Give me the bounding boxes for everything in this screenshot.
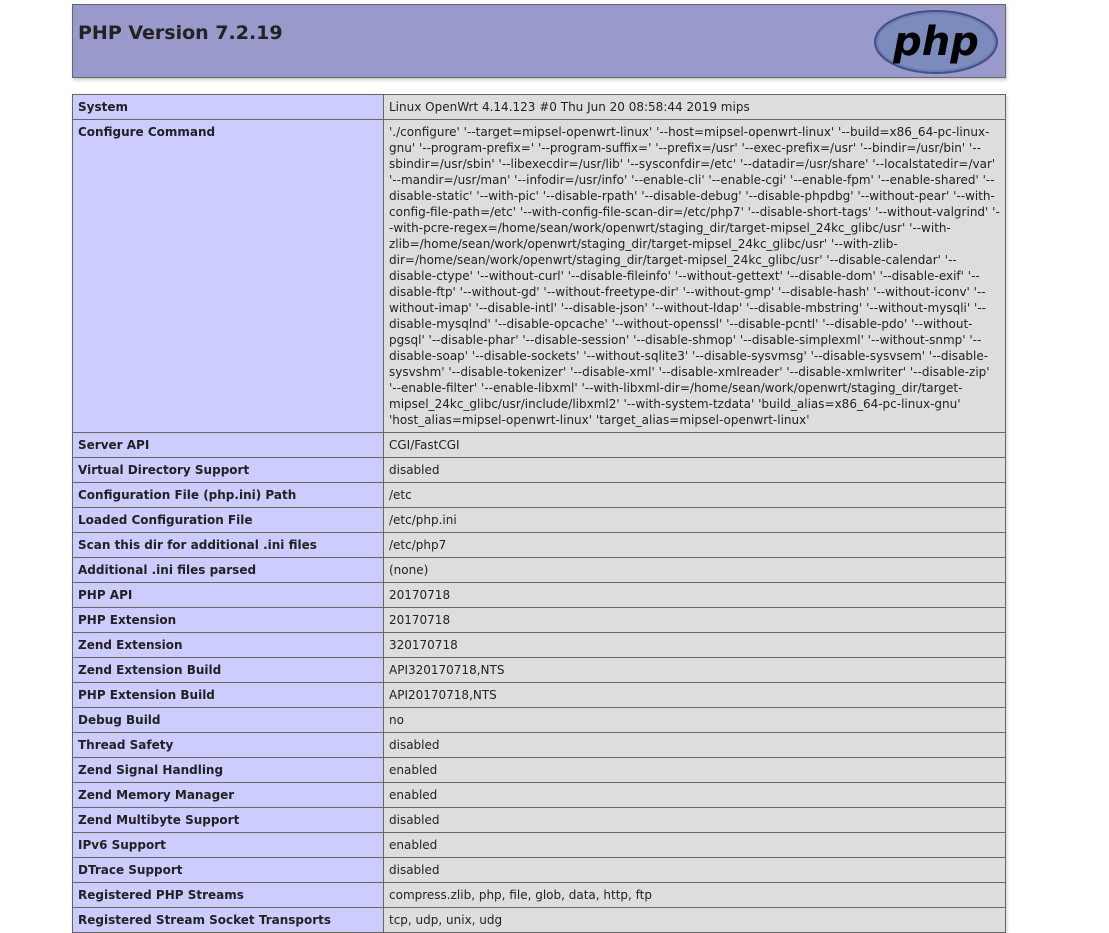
row-value: API320170718,NTS: [384, 658, 1006, 683]
table-row: [73, 783, 1006, 808]
table-row: [73, 908, 1006, 933]
row-value: /etc: [384, 483, 1006, 508]
row-value: disabled: [384, 458, 1006, 483]
row-key: PHP Extension Build: [73, 683, 384, 708]
row-value: 20170718: [384, 583, 1006, 608]
phpinfo-container: [72, 4, 1006, 933]
table-row: [73, 95, 1006, 120]
table-row: [73, 583, 1006, 608]
row-key: Zend Signal Handling: [73, 758, 384, 783]
row-value: Linux OpenWrt 4.14.123 #0 Thu Jun 20 08:58:44 2019 mips: [384, 95, 1006, 120]
row-key: Registered PHP Streams: [73, 883, 384, 908]
row-value: CGI/FastCGI: [384, 433, 1006, 458]
row-key: IPv6 Support: [73, 833, 384, 858]
row-value: /etc/php.ini: [384, 508, 1006, 533]
table-row: [73, 508, 1006, 533]
row-value: API20170718,NTS: [384, 683, 1006, 708]
row-key: PHP API: [73, 583, 384, 608]
table-row: [73, 120, 1006, 433]
table-row: [73, 683, 1006, 708]
php-logo-text: php: [893, 19, 979, 65]
row-key: Configuration File (php.ini) Path: [73, 483, 384, 508]
row-key: System: [73, 95, 384, 120]
row-value: disabled: [384, 808, 1006, 833]
table-row: [73, 483, 1006, 508]
row-value: disabled: [384, 733, 1006, 758]
row-value: enabled: [384, 833, 1006, 858]
row-key: Zend Extension: [73, 633, 384, 658]
row-value: /etc/php7: [384, 533, 1006, 558]
row-key: PHP Extension: [73, 608, 384, 633]
row-key: Loaded Configuration File: [73, 508, 384, 533]
row-key: Debug Build: [73, 708, 384, 733]
page-header: [72, 4, 1006, 78]
row-value: compress.zlib, php, file, glob, data, http, ftp: [384, 883, 1006, 908]
row-value: enabled: [384, 783, 1006, 808]
row-key: Additional .ini files parsed: [73, 558, 384, 583]
row-key: Configure Command: [73, 120, 384, 433]
table-row: [73, 558, 1006, 583]
table-row: [73, 758, 1006, 783]
row-key: Virtual Directory Support: [73, 458, 384, 483]
row-value: 320170718: [384, 633, 1006, 658]
row-key: Scan this dir for additional .ini files: [73, 533, 384, 558]
row-value: './configure' '--target=mipsel-openwrt-linux' '--host=mipsel-openwrt-linux' '--build=x86_64-pc-linux-gnu' '--program-prefix=' '--program-suffix=' '--prefix=/usr' '--exec-prefix=/usr' '--bindir=/usr/bin' '--sbindir=/usr/sbin' '--libexecdir=/usr/lib' '--sysconfdir=/etc' '--datadir=/usr/share' '--localstatedir=/var' '--mandir=/usr/man' '--infodir=/usr/info' '--enable-cli' '--enable-cgi' '--enable-fpm' '--enable-shared' '--disable-static' '--with-pic' '--disable-rpath' '--disable-debug' '--disable-phpdbg' '--without-pear' '--with-config-file-path=/etc' '--with-config-file-scan-dir=/etc/php7' '--disable-short-tags' '--without-valgrind' '--with-pcre-regex=/home/sean/work/openwrt/staging_dir/target-mipsel_24kc_glibc/usr' '--with-zlib=/home/sean/work/openwrt/staging_dir/target-mipsel_24kc_glibc/usr' '--with-zlib-dir=/home/sean/work/openwrt/staging_dir/target-mipsel_24kc_glibc/usr' '--disable-calendar' '--disable-ctype' '--without-curl' '--disable-fileinfo' '--without-gettext' '--disable-dom' '--disable-exif' '--disable-ftp' '--without-gd' '--without-freetype-dir' '--without-gmp' '--disable-hash' '--without-iconv' '--without-imap' '--disable-intl' '--disable-json' '--without-ldap' '--disable-mbstring' '--without-mysqli' '--disable-mysqlnd' '--disable-opcache' '--without-openssl' '--disable-pcntl' '--disable-pdo' '--without-pgsql' '--disable-phar' '--disable-session' '--disable-shmop' '--disable-simplexml' '--without-snmp' '--disable-soap' '--disable-sockets' '--without-sqlite3' '--disable-sysvmsg' '--disable-sysvsem' '--disable-sysvshm' '--disable-tokenizer' '--disable-xml' '--disable-xmlreader' '--disable-xmlwriter' '--disable-zip' '--enable-filter' '--enable-libxml' '--with-libxml-dir=/home/sean/work/openwrt/staging_dir/target-mipsel_24kc_glibc/usr/include/libxml2' '--with-system-tzdata' 'build_alias=x86_64-pc-linux-gnu' 'host_alias=mipsel-openwrt-linux' 'target_alias=mipsel-openwrt-linux': [384, 120, 1006, 433]
table-row: [73, 708, 1006, 733]
table-row: [73, 883, 1006, 908]
page-title: PHP Version 7.2.19: [78, 22, 283, 44]
info-table: [72, 94, 1006, 933]
table-row: [73, 833, 1006, 858]
table-row: [73, 633, 1006, 658]
row-key: Zend Extension Build: [73, 658, 384, 683]
table-row: [73, 533, 1006, 558]
row-value: (none): [384, 558, 1006, 583]
row-value: enabled: [384, 758, 1006, 783]
table-row: [73, 733, 1006, 758]
row-key: Zend Multibyte Support: [73, 808, 384, 833]
row-value: no: [384, 708, 1006, 733]
row-value: 20170718: [384, 608, 1006, 633]
table-row: [73, 433, 1006, 458]
table-row: [73, 458, 1006, 483]
row-key: Zend Memory Manager: [73, 783, 384, 808]
table-row: [73, 658, 1006, 683]
row-key: DTrace Support: [73, 858, 384, 883]
row-key: Thread Safety: [73, 733, 384, 758]
row-key: Server API: [73, 433, 384, 458]
row-key: Registered Stream Socket Transports: [73, 908, 384, 933]
table-row: [73, 608, 1006, 633]
row-value: disabled: [384, 858, 1006, 883]
row-value: tcp, udp, unix, udg: [384, 908, 1006, 933]
php-logo-icon: [872, 9, 1000, 75]
table-row: [73, 858, 1006, 883]
table-row: [73, 808, 1006, 833]
